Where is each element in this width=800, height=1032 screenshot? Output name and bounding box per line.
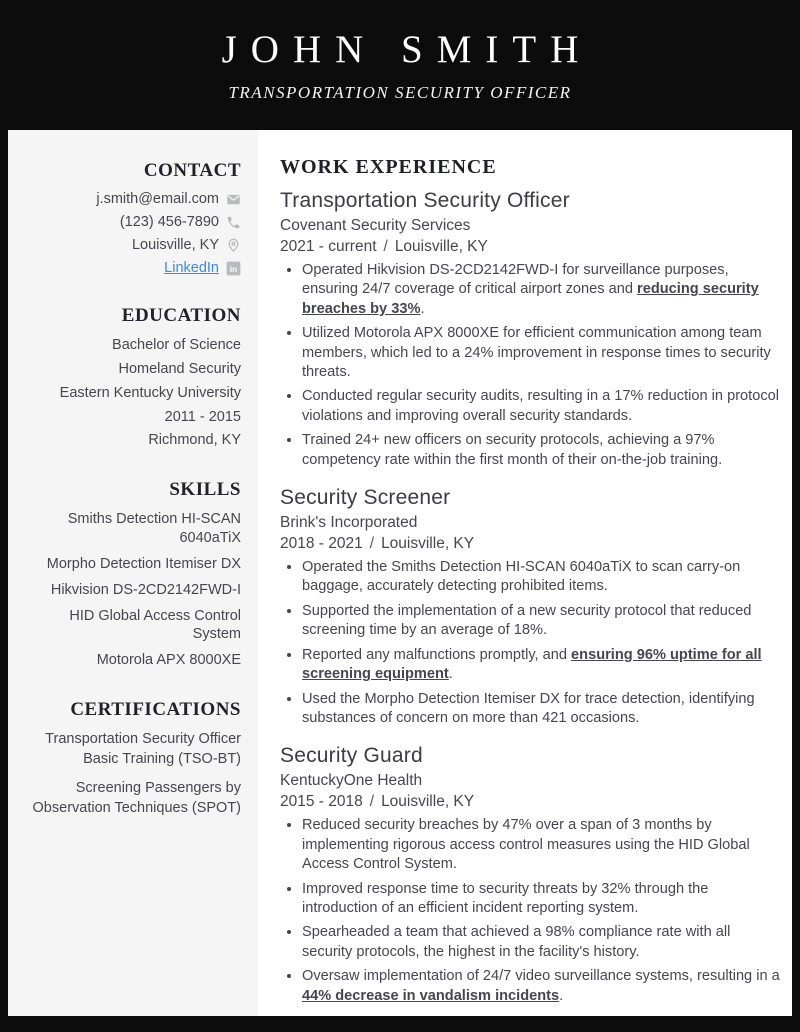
education-line: 2011 - 2015 bbox=[164, 408, 241, 425]
job-entry bbox=[280, 189, 780, 470]
job-company: Covenant Security Services bbox=[280, 217, 471, 234]
bullet-text: Improved response time to security threats by 32% through the introduction of an efficient incident reporting system. bbox=[302, 880, 709, 916]
bullet-text: Oversaw implementation of 24/7 video surveillance systems, resulting in a bbox=[302, 968, 780, 985]
job-bullet-list bbox=[280, 558, 780, 728]
resume-body bbox=[8, 130, 792, 1016]
contact-heading: CONTACT bbox=[143, 160, 241, 181]
job-bullet-list bbox=[280, 261, 780, 470]
job-company: Brink's Incorporated bbox=[280, 514, 418, 532]
work-experience-heading: WORK EXPERIENCE bbox=[280, 156, 497, 178]
bullet-highlight: 44% decrease in vandalism incidents bbox=[302, 987, 560, 1004]
bullet-highlight: reducing security breaches by 33% bbox=[302, 281, 759, 317]
envelope-icon bbox=[226, 192, 241, 207]
skill-item: Motorola APX 8000XE bbox=[96, 652, 241, 669]
job-title: Transportation Security Officer bbox=[280, 189, 570, 212]
skill-item: Morpho Detection Itemiser DX bbox=[46, 555, 241, 572]
bullet-text: . bbox=[448, 666, 453, 683]
job-bullet bbox=[302, 646, 780, 685]
skills-section bbox=[18, 479, 241, 670]
candidate-name: JOHN SMITH bbox=[221, 28, 593, 71]
certification-item: Screening Passengers by Observation Techniques (SPOT) bbox=[32, 780, 241, 816]
job-bullet bbox=[302, 816, 780, 874]
contact-list bbox=[18, 191, 241, 276]
bullet-text: Reduced security breaches by 47% over a span of 3 months by implementing rigorous access control measures using the HID Global Access Control System. bbox=[302, 817, 750, 873]
bullet-text: Trained 24+ new officers on security protocols, achieving a 97% competency rate within the first month of their on-the-job training. bbox=[302, 432, 723, 468]
job-dates: 2018 - 2021 bbox=[280, 535, 363, 553]
education-line: Eastern Kentucky University bbox=[59, 384, 241, 401]
education-line: Bachelor of Science bbox=[112, 337, 241, 353]
job-dates-location bbox=[280, 793, 780, 811]
candidate-job-title: TRANSPORTATION SECURITY OFFICER bbox=[228, 83, 572, 102]
job-bullet bbox=[302, 690, 780, 729]
job-dates: 2015 - 2018 bbox=[280, 793, 363, 811]
job-bullet bbox=[302, 558, 780, 597]
job-location: Louisville, KY bbox=[394, 238, 488, 255]
job-title: Security Guard bbox=[280, 744, 423, 768]
contact-section bbox=[18, 160, 241, 276]
dates-location-separator: / bbox=[369, 535, 375, 553]
contact-row bbox=[18, 214, 241, 230]
contact-value: Louisville, KY bbox=[131, 237, 219, 253]
linkedin-icon bbox=[226, 261, 241, 276]
skills-list bbox=[18, 510, 241, 670]
job-bullet bbox=[302, 261, 780, 319]
contact-value: j.smith@email.com bbox=[96, 191, 219, 207]
dates-location-separator: / bbox=[369, 793, 375, 811]
work-experience-section bbox=[258, 130, 792, 1016]
education-line: Homeland Security bbox=[118, 360, 241, 377]
jobs-list bbox=[280, 189, 780, 1006]
job-bullet-list bbox=[280, 816, 780, 1006]
phone-icon bbox=[226, 215, 241, 230]
bullet-text: Spearheaded a team that achieved a 98% compliance rate with all security protocols, the highest in the facility's history. bbox=[302, 924, 731, 960]
skill-item: HID Global Access Control System bbox=[69, 607, 241, 643]
certifications-section bbox=[18, 699, 241, 818]
linkedin-link[interactable]: LinkedIn bbox=[164, 260, 219, 276]
job-bullet bbox=[302, 923, 780, 962]
job-bullet bbox=[302, 431, 780, 470]
job-location: Louisville, KY bbox=[381, 793, 475, 811]
job-company: KentuckyOne Health bbox=[280, 772, 423, 790]
job-dates-location bbox=[280, 535, 780, 553]
bullet-highlight: ensuring 96% uptime for all screening equipment bbox=[302, 646, 762, 683]
bullet-text: Used the Morpho Detection Itemiser DX for trace detection, identifying substances of concern on more than 421 occasions. bbox=[302, 690, 755, 726]
dates-location-separator: / bbox=[383, 238, 388, 255]
contact-row-linkedin bbox=[18, 260, 241, 276]
job-dates-location bbox=[280, 238, 780, 256]
skill-item: Hikvision DS-2CD2142FWD-I bbox=[50, 581, 241, 598]
skills-heading: SKILLS bbox=[169, 479, 241, 501]
education-line: Richmond, KY bbox=[148, 432, 241, 449]
contact-row bbox=[18, 237, 241, 253]
bullet-text: . bbox=[420, 300, 425, 317]
job-bullet bbox=[302, 967, 780, 1006]
bullet-text: Conducted regular security audits, resulting in a 17% reduction in protocol violations and improving overall security standards. bbox=[302, 388, 779, 424]
job-location: Louisville, KY bbox=[381, 535, 475, 553]
sidebar bbox=[8, 130, 258, 1016]
job-bullet bbox=[302, 387, 780, 426]
job-dates: 2021 - current bbox=[280, 238, 377, 255]
location-pin-icon bbox=[226, 238, 241, 253]
certifications-list bbox=[18, 730, 241, 818]
bullet-text: Operated the Smiths Detection HI-SCAN 6040aTiX to scan carry-on baggage, accurately detecting prohibited items. bbox=[302, 559, 741, 595]
resume-header bbox=[8, 0, 792, 130]
svg-text:in: in bbox=[229, 264, 238, 274]
bullet-text: Supported the implementation of a new security protocol that reduced screening time by an average of 18%. bbox=[302, 602, 752, 639]
certifications-heading: CERTIFICATIONS bbox=[70, 699, 241, 721]
job-bullet bbox=[302, 880, 780, 919]
job-title: Security Screener bbox=[280, 486, 451, 510]
job-entry bbox=[280, 486, 780, 728]
contact-row bbox=[18, 191, 241, 207]
education-heading: EDUCATION bbox=[121, 305, 241, 326]
education-list bbox=[18, 336, 241, 450]
job-bullet bbox=[302, 324, 780, 382]
certification-item: Transportation Security Officer Basic Training (TSO-BT) bbox=[45, 731, 241, 767]
contact-value: (123) 456-7890 bbox=[119, 214, 219, 230]
job-entry bbox=[280, 744, 780, 1006]
skill-item: Smiths Detection HI-SCAN 6040aTiX bbox=[67, 511, 241, 547]
bullet-text: . bbox=[559, 987, 564, 1004]
job-bullet bbox=[302, 602, 780, 641]
education-section bbox=[18, 305, 241, 450]
bullet-text: Operated Hikvision DS-2CD2142FWD-I for surveillance purposes, ensuring 24/7 coverage of critical airport zones and bbox=[302, 262, 729, 298]
bullet-text: Utilized Motorola APX 8000XE for efficient communication among team members, which led to a 24% improvement in response times to security threats. bbox=[302, 325, 771, 381]
bullet-text: Reported any malfunctions promptly, and bbox=[302, 646, 572, 663]
